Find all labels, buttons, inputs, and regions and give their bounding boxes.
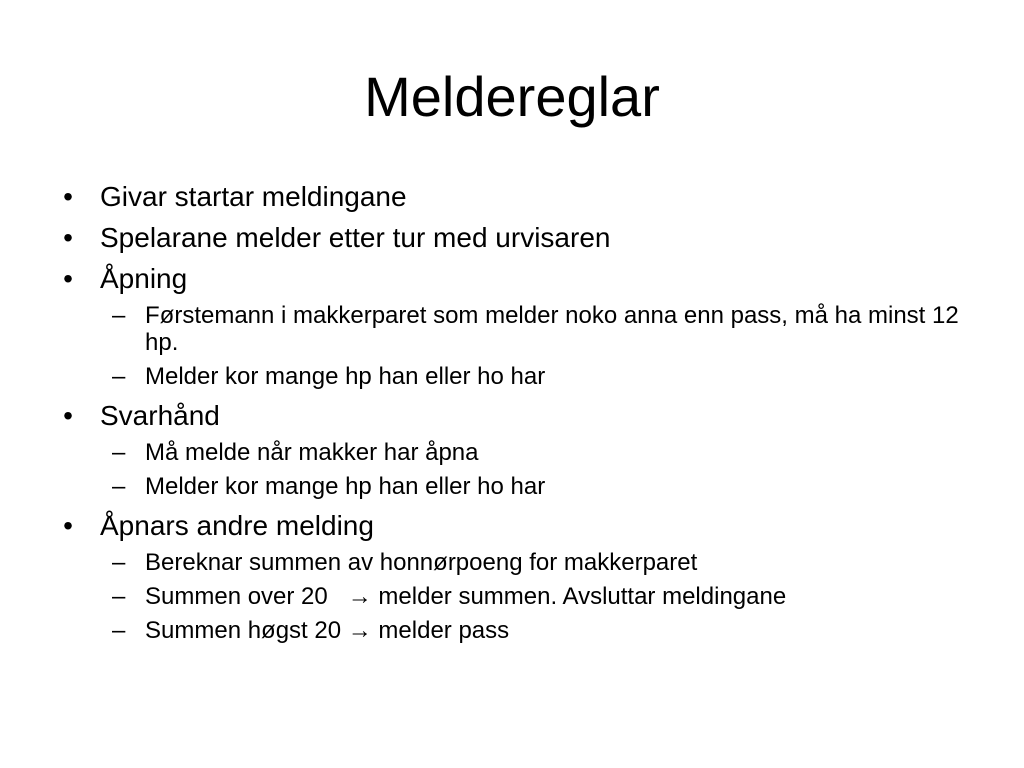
bullet-text: Åpning [100, 263, 188, 294]
bullet-icon: • [63, 222, 73, 253]
bullet-item [58, 260, 978, 298]
dash-icon: – [112, 473, 126, 500]
dash-icon: – [112, 302, 126, 329]
bullet-item [58, 507, 978, 545]
sub-bullet-item [58, 439, 978, 466]
sub-bullet-item [58, 583, 978, 610]
sub-bullet-text: Førstemann i makkerparet som melder noko anna enn pass, må ha minst 12 hp. [145, 302, 959, 356]
sub-bullet-text: Melder kor mange hp han eller ho har [145, 363, 546, 390]
dash-icon: – [112, 439, 126, 466]
sub-bullet-item [58, 302, 978, 356]
bullet-icon: • [63, 181, 73, 212]
bullet-item [58, 178, 978, 216]
bullet-text: Svarhånd [100, 400, 220, 431]
bullet-item [58, 219, 978, 257]
sub-bullet-text: Bereknar summen av honnørpoeng for makkerparet [145, 549, 698, 576]
bullet-icon: • [63, 263, 73, 294]
bullet-item [58, 397, 978, 435]
bullet-icon: • [63, 400, 73, 431]
slide-title: Meldereglar [364, 65, 660, 128]
dash-icon: – [112, 617, 126, 644]
dash-icon: – [112, 549, 126, 576]
sub-bullet-item [58, 549, 978, 576]
bullet-text: Givar startar meldingane [100, 181, 407, 212]
sub-bullet-item [58, 473, 978, 500]
bullet-list [58, 178, 978, 651]
sub-bullet-text: Summen over 20 → melder summen. Avsluttar meldingane [145, 583, 787, 610]
sub-bullet-item [58, 617, 978, 644]
bullet-icon: • [63, 510, 73, 541]
sub-bullet-text: Må melde når makker har åpna [145, 439, 479, 466]
dash-icon: – [112, 583, 126, 610]
bullet-text: Åpnars andre melding [100, 510, 374, 541]
sub-bullet-item [58, 363, 978, 390]
sub-bullet-text: Summen høgst 20 → melder pass [145, 617, 510, 644]
sub-bullet-text: Melder kor mange hp han eller ho har [145, 473, 546, 500]
bullet-text: Spelarane melder etter tur med urvisaren [100, 222, 611, 253]
dash-icon: – [112, 363, 126, 390]
